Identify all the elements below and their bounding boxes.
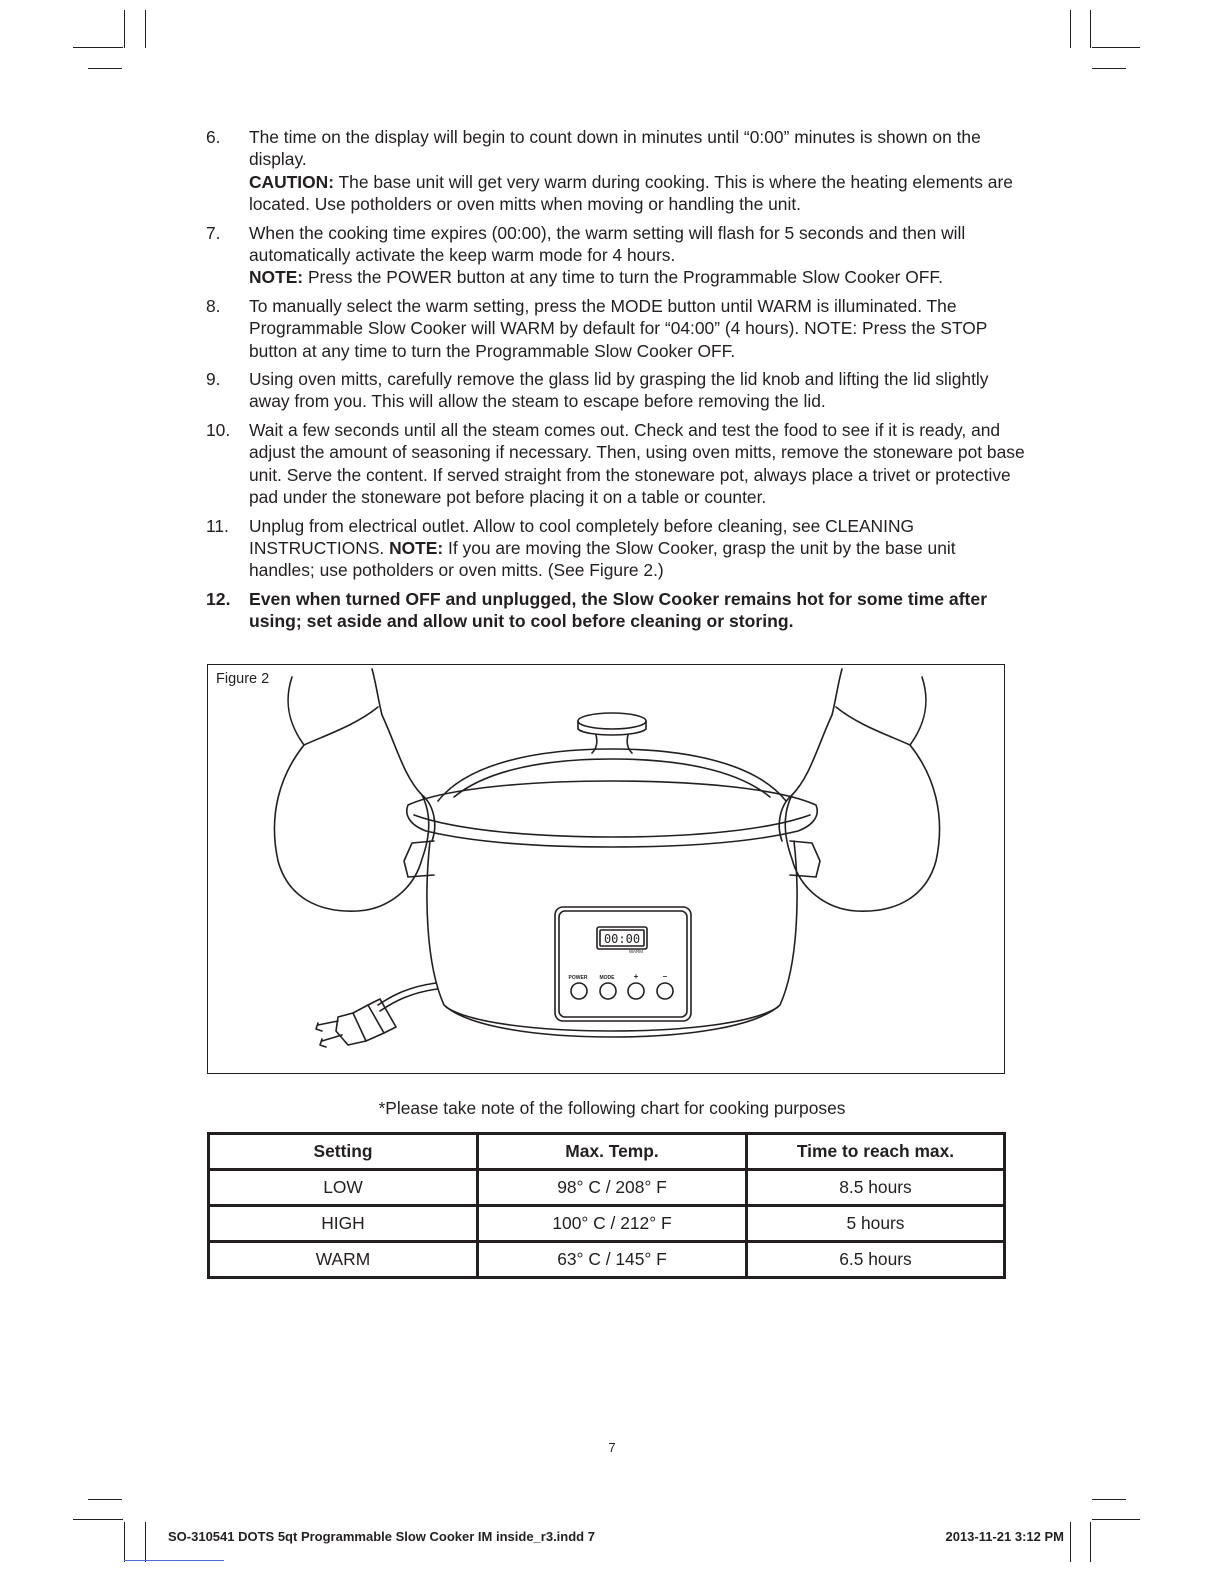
table-cell: 8.5 hours (747, 1170, 1005, 1206)
crop-mark (1070, 10, 1071, 48)
power-button-icon (571, 983, 587, 999)
mode-button-icon (600, 983, 616, 999)
caution-label: CAUTION: (249, 171, 335, 192)
column-header: Max. Temp. (478, 1134, 747, 1170)
table-cell: 5 hours (747, 1206, 1005, 1242)
step-12 (206, 588, 1026, 633)
step-11 (206, 515, 1026, 582)
note-label: NOTE: (249, 267, 304, 288)
button-label-mode: MODE (599, 975, 615, 981)
slug-filename: SO-310541 DOTS 5qt Programmable Slow Cooker IM inside_r3.indd 7 (168, 1529, 595, 1544)
step-text: Unplug from electrical outlet. Allow to cool completely before cleaning, see CLEANING INSTRUCTIONS. NOTE: If you are moving the Slow Cooker, grasp the unit by the base unit handles; use potholders or oven mitts. (See Figure 2.) (249, 515, 956, 581)
lid-knob-icon (578, 713, 646, 753)
page-number: 7 (608, 1440, 616, 1455)
step-number: 8. (206, 295, 221, 316)
chart-note: *Please take note of the following chart for cooking purposes (378, 1098, 846, 1118)
step-number: 6. (206, 127, 221, 147)
minus-button-icon (657, 983, 673, 999)
slug-datetime: 2013-11-21 3:12 PM (945, 1529, 1064, 1544)
step-text: Using oven mitts, carefully remove the glass lid by grasping the lid knob and lifting the lid slightly away from you. This will allow the steam to escape before removing the lid. (249, 369, 989, 412)
plug-icon (316, 999, 396, 1047)
lid (438, 749, 786, 801)
step-number: 7. (206, 222, 221, 243)
crop-mark (1070, 1522, 1071, 1562)
warning-text: Even when turned OFF and unplugged, the Slow Cooker remains hot for some time after using; set aside and allow unit to cool before cleaning or storing. (249, 588, 988, 632)
step-text: Wait a few seconds until all the steam comes out. Check and test the food to see if it is ready, and adjust the amount of seasoning if necessary. Then, using oven mitts, remove the stoneware pot base unit. Serve the content. If served straight from the stoneware pot, always place a trivet or protective pad under the stoneware pot before placing it on a table or counter. (249, 419, 1025, 508)
step-text: The time on the display will begin to count down in minutes until “0:00” minutes is shown on the display. (249, 127, 981, 170)
crop-mark (1092, 68, 1126, 69)
crop-mark (1092, 1519, 1140, 1520)
table-cell: 98° C / 208° F (478, 1170, 747, 1206)
crop-mark (145, 10, 146, 48)
step-number: 12. (206, 588, 231, 609)
note-label: NOTE: (389, 537, 444, 558)
table-cell: 100° C / 212° F (478, 1206, 747, 1242)
step-6 (206, 126, 1026, 216)
table-row (209, 1170, 1005, 1206)
step-number: 9. (206, 369, 221, 390)
step-number: 10. (206, 419, 231, 440)
table-cell: 63° C / 145° F (478, 1242, 747, 1278)
power-cord (378, 983, 436, 1005)
crop-mark (1092, 1499, 1126, 1500)
step-10 (206, 419, 1026, 509)
button-label-minus: – (662, 972, 668, 981)
plus-button-icon (628, 983, 644, 999)
left-oven-mitt (274, 669, 428, 911)
step-9 (206, 368, 1026, 413)
table-cell: HIGH (209, 1206, 478, 1242)
crop-mark (88, 68, 122, 69)
note-text: NOTE: Press the POWER button at any time to turn the Programmable Slow Cooker OFF. (249, 267, 943, 288)
step-number: 11. (206, 515, 229, 536)
display-mode: WARM (628, 949, 644, 954)
table-header-row (209, 1134, 1005, 1170)
table-row (209, 1206, 1005, 1242)
button-label-plus: + (633, 972, 639, 981)
crop-mark (124, 10, 125, 48)
right-oven-mitt (785, 669, 939, 911)
control-panel (555, 907, 691, 1021)
crop-mark (1090, 1522, 1091, 1562)
crop-mark (145, 1522, 146, 1562)
step-text: When the cooking time expires (00:00), the warm setting will flash for 5 seconds and then will automatically activate the keep warm mode for 4 hours. (249, 222, 966, 266)
table-cell: WARM (209, 1242, 478, 1278)
figure-2 (207, 664, 1005, 1074)
table-cell: 6.5 hours (747, 1242, 1005, 1278)
crop-mark (88, 1499, 122, 1500)
caution-text: CAUTION: The base unit will get very warm during cooking. This is where the heating elements are located. Use potholders or oven mitts when moving or handling the unit. (249, 171, 1013, 215)
table-cell: LOW (209, 1170, 478, 1206)
display-time: 00:00 (603, 932, 641, 946)
crop-mark (124, 1522, 125, 1562)
cooking-chart-table (207, 1132, 1006, 1279)
table-row (209, 1242, 1005, 1278)
column-header: Time to reach max. (747, 1134, 1005, 1170)
crop-mark (1092, 47, 1140, 48)
slow-cooker-illustration (208, 665, 1006, 1075)
crop-mark (73, 1519, 123, 1520)
crop-mark (73, 47, 123, 48)
step-8 (206, 295, 1026, 362)
divider (124, 1560, 224, 1561)
button-label-power: POWER (568, 975, 588, 981)
step-7 (206, 222, 1026, 289)
crop-mark (1090, 10, 1091, 48)
figure-label: Figure 2 (216, 671, 270, 687)
column-header: Setting (209, 1134, 478, 1170)
step-text: To manually select the warm setting, press the MODE button until WARM is illuminated. The Programmable Slow Cooker will WARM by default for “04:00” (4 hours). NOTE: Press the STOP button at any time to turn the Programmable Slow Cooker OFF. (249, 295, 988, 361)
instruction-list (206, 126, 1026, 639)
